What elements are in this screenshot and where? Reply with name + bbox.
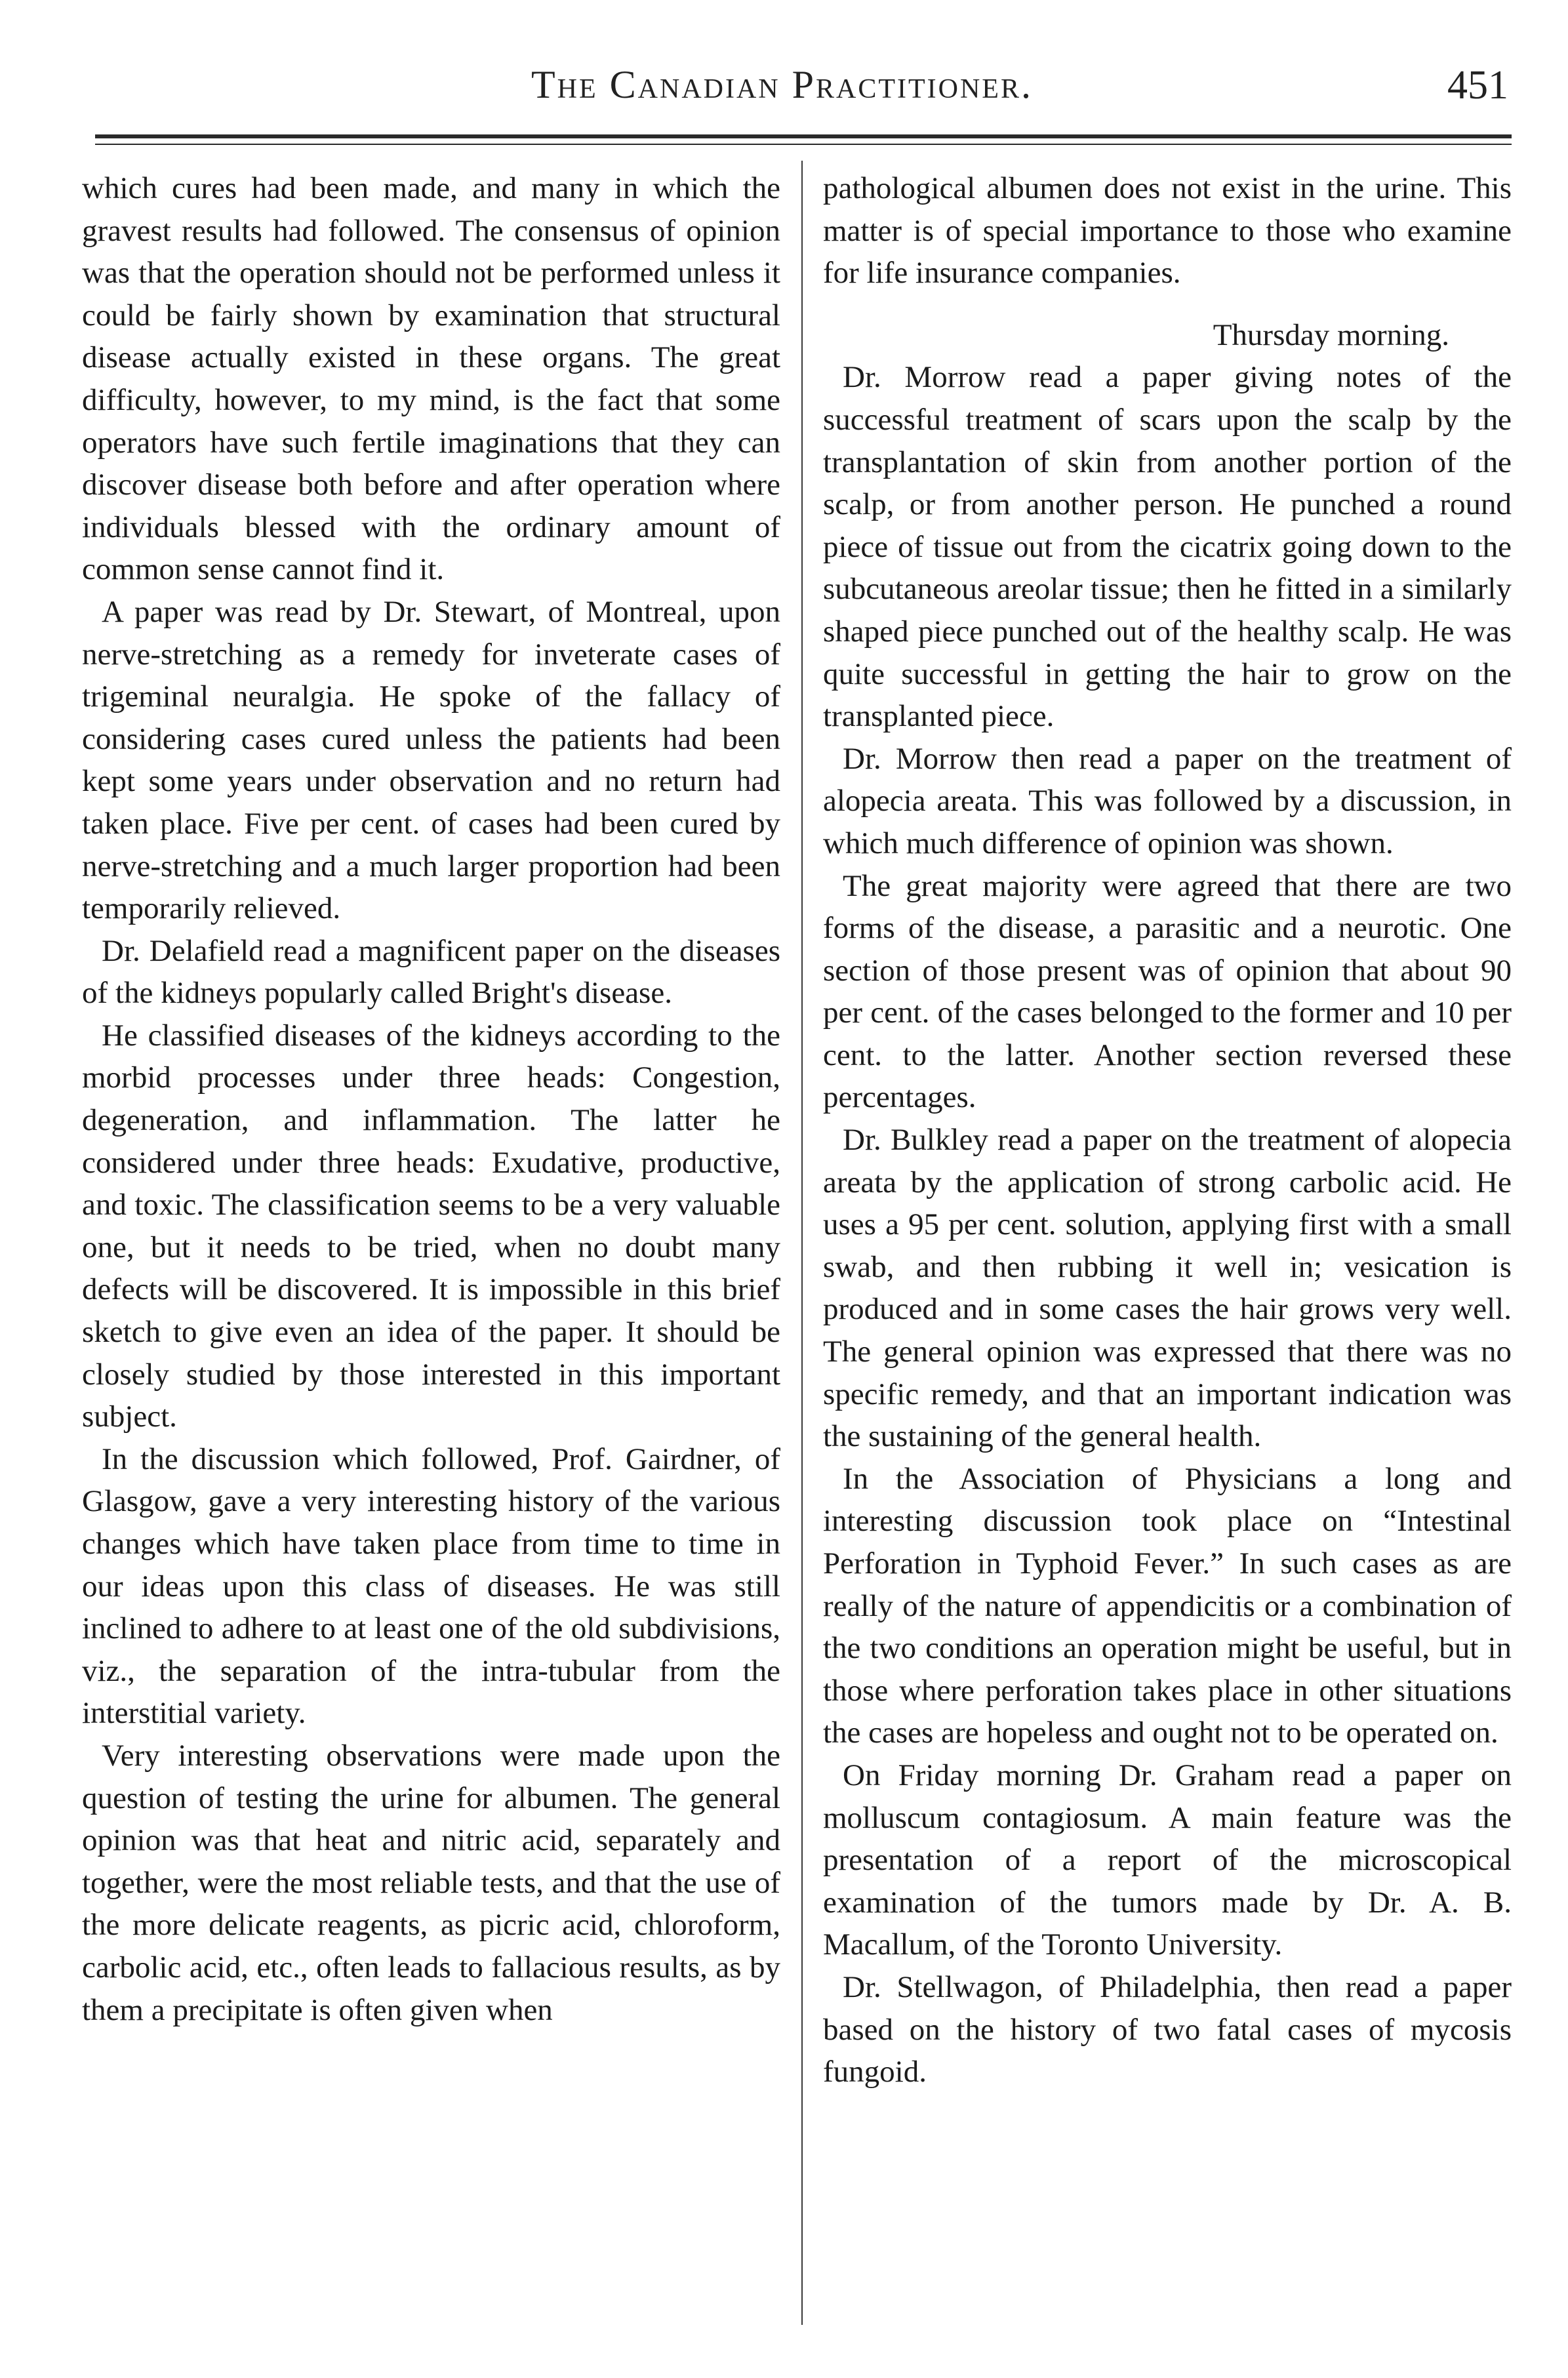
paragraph-continuation: which cures had been made, and many in which the gravest results had followed. The consensus of opinion was that the operation should not be performed unless it could be fairly shown by examination that structural disease actually existed in these organs. The great difficulty, however, to my mind, is the fact that some operators have such fertile imaginations that they can discover disease both before and after operation where individuals blessed with the ordinary amount of common sense cannot find it. bbox=[82, 171, 780, 587]
paragraph-graham-molluscum: On Friday morning Dr. Graham read a paper on molluscum contagiosum. A main feature was the presentation of a report of the microscopical examination of the tumors made by Dr. A. B. Macallum, of the Toronto University. bbox=[823, 1758, 1512, 1962]
paragraph-stewart-nerve-stretching: A paper was read by Dr. Stewart, of Montreal, upon nerve-stretching as a remedy for inveterate cases of trigeminal neuralgia. He spoke of the fallacy of considering cases cured unless the patients had been kept some years under observation and no return had taken place. Five per cent. of cases had been cured by nerve-stretching and a much larger proportion had been temporarily relieved. bbox=[82, 594, 780, 926]
journal-title: The Canadian Practitioner. bbox=[531, 63, 1033, 106]
paragraph-albumen-continuation: pathological albumen does not exist in the urine. This matter is of special importance to those who examine for life insurance companies. bbox=[823, 171, 1512, 291]
paragraph-urine-albumen: Very interesting observations were made upon the question of testing the urine for albumen. The general opinion was that heat and nitric acid, separately and together, were the most reliable tests, and that the use of the more delicate reagents, as picric acid, chloroform, carbolic acid, etc., often leads to fallacious results, as by them a precipitate is often given when bbox=[82, 1738, 780, 2027]
section-heading-thursday: Thursday morning. bbox=[1213, 317, 1449, 352]
paragraph-gairdner-discussion: In the discussion which followed, Prof. Gairdner, of Glasgow, gave a very interesting history of the various changes which have taken place from time to time in our ideas upon this class of diseases. He was still inclined to adhere to at least one of the old subdivisions, viz., the separation of the intra-tubular from the interstitial variety. bbox=[82, 1441, 780, 1731]
paragraph-bulkley-carbolic: Dr. Bulkley read a paper on the treatment of alopecia areata by the application of strong carbolic acid. He uses a 95 per cent. solution, applying first with a small swab, and then rubbing it well in; vesication is produced and in some cases the hair grows very well. The general opinion was expressed that there was no specific remedy, and that an important indication was the sustaining of the general health. bbox=[823, 1123, 1512, 1454]
running-head bbox=[79, 62, 1521, 115]
column-divider bbox=[801, 161, 803, 2325]
paragraph-morrow-alopecia: Dr. Morrow then read a paper on the treatment of alopecia areata. This was followed by a discussion, in which much difference of opinion was shown. bbox=[823, 741, 1512, 860]
paragraph-two-forms: The great majority were agreed that there are two forms of the disease, a parasitic and a neurotic. One section of those present was of opinion that about 90 per cent. of the cases belonged to the former and 10 per cent. to the latter. Another section reversed these percentages. bbox=[823, 868, 1512, 1115]
paragraph-kidney-classification: He classified diseases of the kidneys according to the morbid processes under three heads: Congestion, degeneration, and inflammation. The latter he considered under three heads: Exudative, productive, and toxic. The classification seems to be a very valuable one, but it needs to be tried, when no doubt many defects will be discovered. It is impossible in this brief sketch to give even an idea of the paper. It should be closely studied by those interested in this important subject. bbox=[82, 1018, 780, 1434]
page-number: 451 bbox=[1447, 63, 1508, 108]
left-column bbox=[82, 167, 780, 2031]
header-rule-thick bbox=[95, 134, 1512, 138]
right-column bbox=[823, 167, 1512, 2093]
header-rule-thin bbox=[95, 144, 1512, 145]
paragraph-intestinal-perforation: In the Association of Physicians a long and interesting discussion took place on “Intestinal Perforation in Typhoid Fever.” In such cases as are really of the nature of appendicitis or a combination of the two conditions an operation might be useful, but in those where perforation takes place in other situations the cases are hopeless and ought not to be operated on. bbox=[823, 1461, 1512, 1750]
paragraph-morrow-scars: Dr. Morrow read a paper giving notes of the successful treatment of scars upon the scalp by the transplantation of skin from another portion of the scalp, or from another person. He punched a round piece of tissue out from the cicatrix going down to the subcutaneous areolar tissue; then he fitted in a similarly shaped piece punched out of the healthy scalp. He was quite successful in getting the hair to grow on the transplanted piece. bbox=[823, 360, 1512, 734]
paragraph-stellwagon-mycosis: Dr. Stellwagon, of Philadelphia, then read a paper based on the history of two fatal cases of mycosis fungoid. bbox=[823, 1969, 1512, 2089]
paragraph-delafield-paper: Dr. Delafield read a magnificent paper on the diseases of the kidneys popularly called Bright's disease. bbox=[82, 933, 780, 1011]
